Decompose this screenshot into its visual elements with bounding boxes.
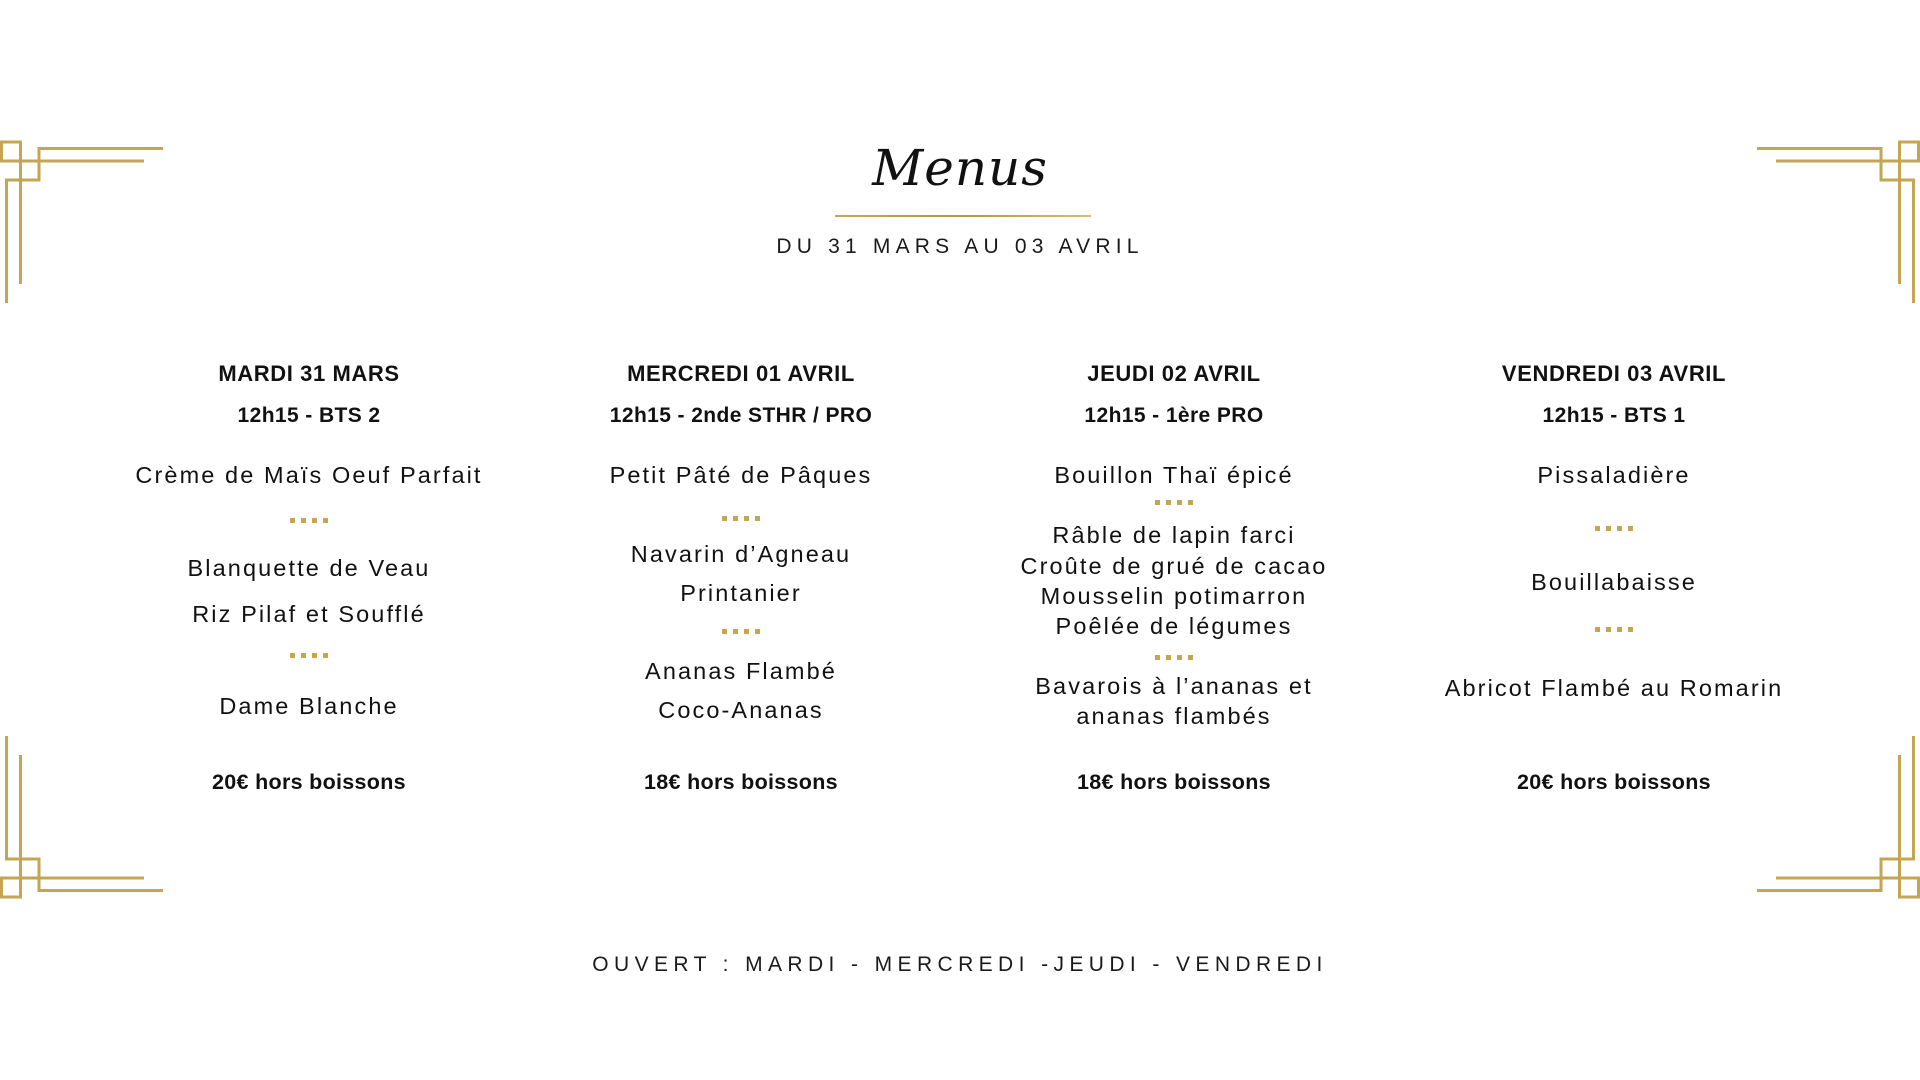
service-info: 12h15 - 2nde STHR / PRO bbox=[609, 404, 873, 427]
separator-dot-icon bbox=[1166, 500, 1171, 505]
separator-dot-icon bbox=[722, 516, 727, 521]
course-separator bbox=[511, 516, 971, 522]
separator-dot-icon bbox=[1595, 526, 1600, 531]
separator-dot-icon bbox=[755, 516, 760, 521]
separator-dot-icon bbox=[301, 518, 306, 523]
date-range-subtitle: DU 31 MARS AU 03 AVRIL bbox=[776, 235, 1144, 258]
dish-item: Croûte de grué de cacao bbox=[1020, 553, 1328, 579]
dish-item: Crème de Maïs Oeuf Parfait bbox=[135, 462, 483, 488]
separator-dot-icon bbox=[755, 629, 760, 634]
separator-dot-icon bbox=[1188, 655, 1193, 660]
day-heading: MERCREDI 01 AVRIL bbox=[627, 361, 855, 386]
separator-dot-icon bbox=[312, 518, 317, 523]
price-label: 20€ hors boissons bbox=[212, 770, 406, 794]
separator-dot-icon bbox=[744, 516, 749, 521]
separator-dot-icon bbox=[1617, 627, 1622, 632]
dish-item: Pissaladière bbox=[1537, 462, 1691, 488]
dish-item: Bavarois à l’ananas et bbox=[1035, 673, 1313, 699]
dish-item: Coco-Ananas bbox=[658, 697, 824, 723]
day-column-wednesday bbox=[511, 0, 971, 1080]
dish-item: Dame Blanche bbox=[219, 693, 399, 719]
service-info: 12h15 - 1ère PRO bbox=[1084, 404, 1264, 427]
dish-item: Petit Pâté de Pâques bbox=[609, 462, 873, 488]
separator-dot-icon bbox=[1177, 500, 1182, 505]
page-title: Menus bbox=[872, 139, 1048, 197]
separator-dot-icon bbox=[733, 629, 738, 634]
dish-item: Ananas Flambé bbox=[645, 658, 837, 684]
separator-dot-icon bbox=[1188, 500, 1193, 505]
separator-dot-icon bbox=[290, 518, 295, 523]
separator-dot-icon bbox=[722, 629, 727, 634]
separator-dot-icon bbox=[323, 518, 328, 523]
dish-item: Bouillabaisse bbox=[1531, 569, 1697, 595]
day-heading: VENDREDI 03 AVRIL bbox=[1501, 361, 1727, 386]
dish-item: Navarin d’Agneau bbox=[630, 541, 852, 567]
day-column-thursday bbox=[944, 0, 1404, 1080]
separator-dot-icon bbox=[1177, 655, 1182, 660]
dish-item: ananas flambés bbox=[1076, 703, 1272, 729]
separator-dot-icon bbox=[1155, 500, 1160, 505]
price-label: 18€ hors boissons bbox=[644, 770, 838, 794]
separator-dot-icon bbox=[733, 516, 738, 521]
price-label: 20€ hors boissons bbox=[1517, 770, 1711, 794]
course-separator bbox=[79, 518, 539, 524]
separator-dot-icon bbox=[312, 653, 317, 658]
separator-dot-icon bbox=[323, 653, 328, 658]
separator-dot-icon bbox=[1617, 526, 1622, 531]
dish-item: Abricot Flambé au Romarin bbox=[1444, 675, 1784, 701]
separator-dot-icon bbox=[301, 653, 306, 658]
day-column-tuesday bbox=[79, 0, 539, 1080]
course-separator bbox=[944, 655, 1404, 661]
course-separator bbox=[79, 653, 539, 659]
day-heading: JEUDI 02 AVRIL bbox=[1087, 361, 1261, 386]
separator-dot-icon bbox=[1628, 627, 1633, 632]
service-info: 12h15 - BTS 2 bbox=[237, 404, 381, 427]
dish-item: Mousselin potimarron bbox=[1040, 583, 1308, 609]
course-separator bbox=[1384, 627, 1844, 633]
separator-dot-icon bbox=[744, 629, 749, 634]
service-info: 12h15 - BTS 1 bbox=[1542, 404, 1686, 427]
dish-item: Blanquette de Veau bbox=[187, 555, 431, 581]
separator-dot-icon bbox=[290, 653, 295, 658]
opening-days-footer: OUVERT : MARDI - MERCREDI -JEUDI - VENDREDI bbox=[592, 953, 1328, 976]
course-separator bbox=[1384, 526, 1844, 532]
dish-item: Riz Pilaf et Soufflé bbox=[192, 601, 426, 627]
day-heading: MARDI 31 MARS bbox=[218, 361, 400, 386]
dish-item: Printanier bbox=[680, 580, 802, 606]
dish-item: Bouillon Thaï épicé bbox=[1054, 462, 1294, 488]
day-column-friday bbox=[1384, 0, 1844, 1080]
price-label: 18€ hors boissons bbox=[1077, 770, 1271, 794]
course-separator bbox=[944, 500, 1404, 506]
separator-dot-icon bbox=[1606, 627, 1611, 632]
separator-dot-icon bbox=[1628, 526, 1633, 531]
dish-item: Râble de lapin farci bbox=[1052, 522, 1296, 548]
dish-item: Poêlée de légumes bbox=[1055, 613, 1293, 639]
separator-dot-icon bbox=[1166, 655, 1171, 660]
separator-dot-icon bbox=[1155, 655, 1160, 660]
separator-dot-icon bbox=[1595, 627, 1600, 632]
course-separator bbox=[511, 629, 971, 635]
separator-dot-icon bbox=[1606, 526, 1611, 531]
